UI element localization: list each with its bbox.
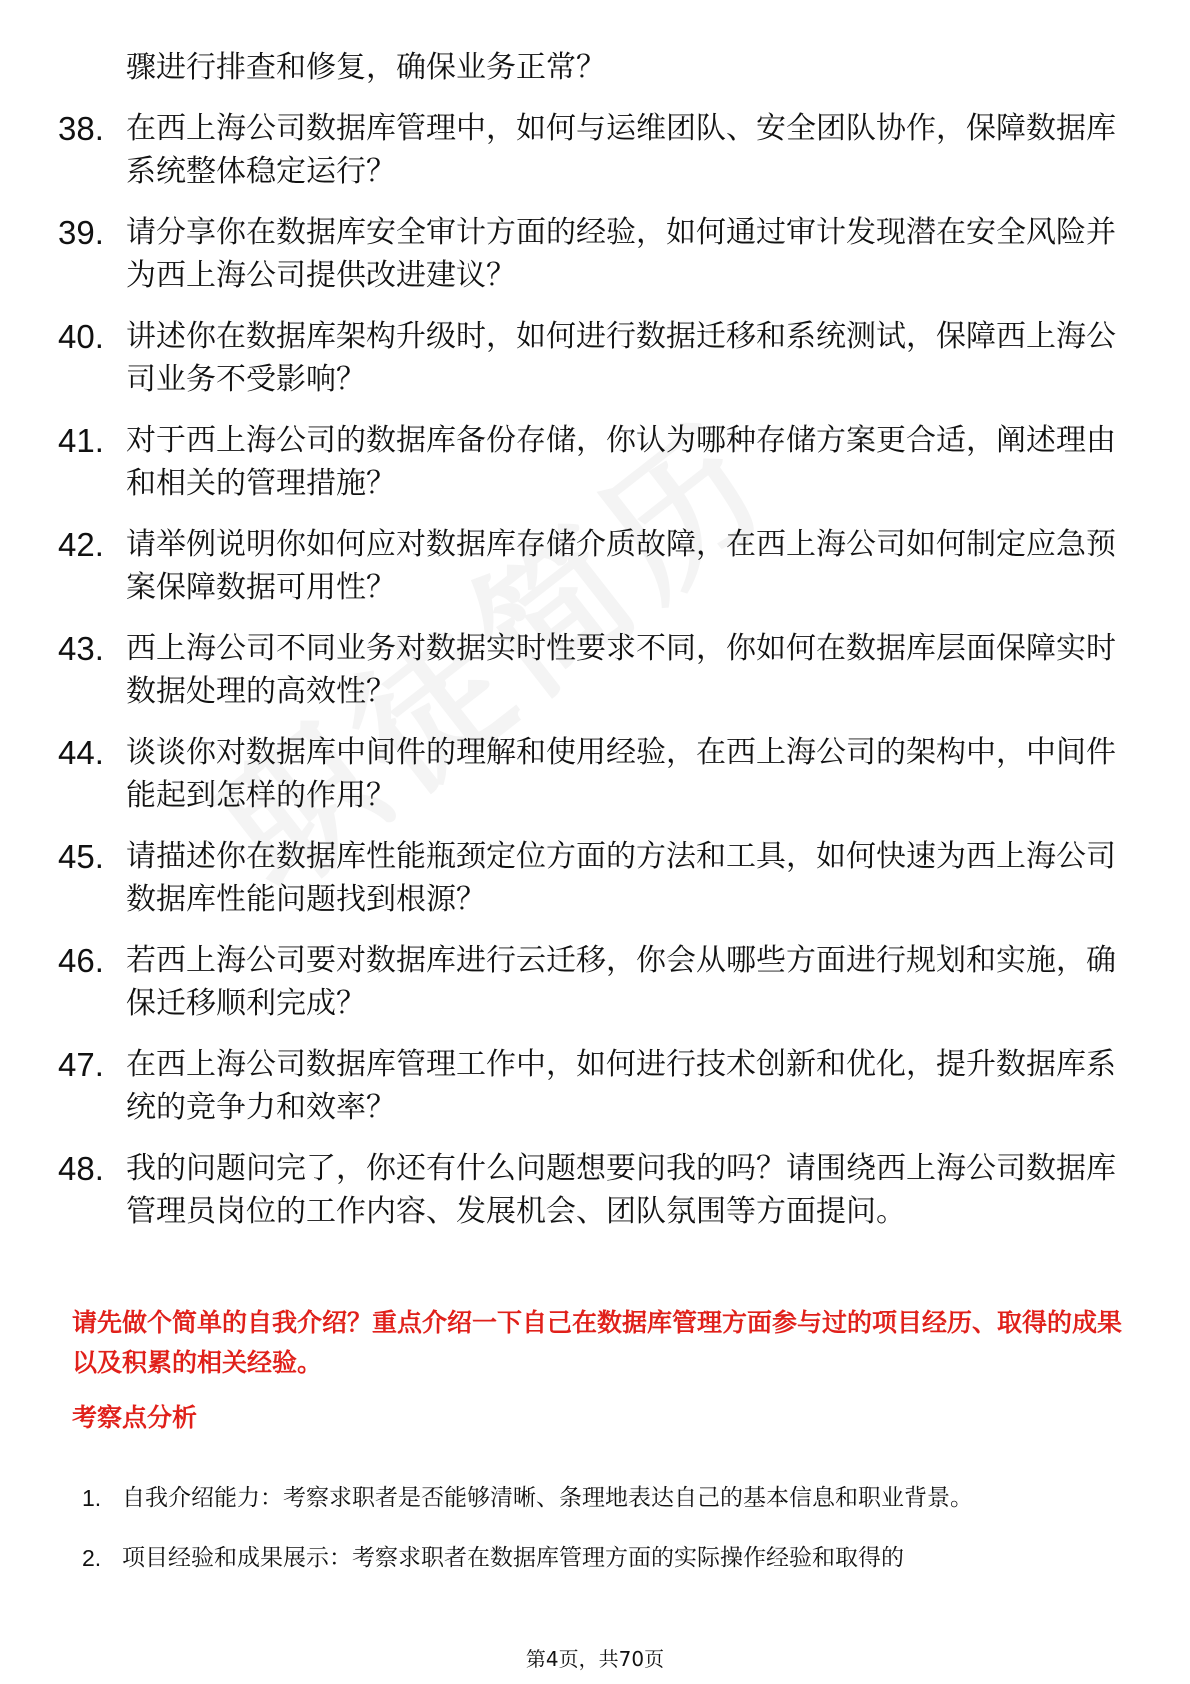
analysis-number: 2. [82,1545,102,1571]
question-number: 40. [58,318,104,355]
question-item [58,211,1138,297]
question-list [58,46,1138,1251]
question-text: 我的问题问完了，你还有什么问题想要问我的吗？请围绕西上海公司数据库管理员岗位的工作内容、发展机会、团队氛围等方面提问。 [126,1151,1116,1229]
question-number: 38. [58,110,104,147]
question-item [58,315,1138,401]
question-number: 41. [58,422,104,459]
question-item [58,523,1138,609]
highlighted-question: 请先做个简单的自我介绍？重点介绍一下自己在数据库管理方面参与过的项目经历、取得的成果以及积累的相关经验。 [72,1308,1123,1377]
question-text: 骤进行排查和修复，确保业务正常？ [126,50,606,85]
question-item [58,419,1138,505]
question-text: 请举例说明你如何应对数据库存储介质故障，在西上海公司如何制定应急预案保障数据可用性？ [126,527,1116,605]
question-item [58,731,1138,817]
question-text: 若西上海公司要对数据库进行云迁移，你会从哪些方面进行规划和实施，确保迁移顺利完成？ [126,943,1116,1021]
question-text: 请描述你在数据库性能瓶颈定位方面的方法和工具，如何快速为西上海公司数据库性能问题找到根源？ [126,839,1116,917]
question-item [58,46,1138,89]
question-number: 42. [58,526,104,563]
question-number: 44. [58,734,104,771]
section-title: 考察点分析 [72,1403,198,1432]
question-text: 请分享你在数据库安全审计方面的经验，如何通过审计发现潜在安全风险并为西上海公司提供改进建议？ [126,215,1116,293]
analysis-text: 自我介绍能力：考察求职者是否能够清晰、条理地表达自己的基本信息和职业背景。 [122,1485,973,1511]
question-number: 46. [58,942,104,979]
analysis-item [82,1468,1132,1528]
question-text: 对于西上海公司的数据库备份存储，你认为哪种存储方案更合适，阐述理由和相关的管理措施？ [126,423,1116,501]
question-item [58,107,1138,193]
question-text: 在西上海公司数据库管理工作中，如何进行技术创新和优化，提升数据库系统的竞争力和效率？ [126,1047,1116,1125]
question-number: 48. [58,1150,104,1187]
question-item [58,627,1138,713]
question-number: 47. [58,1046,104,1083]
page-footer: 第4页，共70页 [525,1647,665,1671]
question-number: 39. [58,214,104,251]
question-text: 讲述你在数据库架构升级时，如何进行数据迁移和系统测试，保障西上海公司业务不受影响？ [126,319,1116,397]
question-number: 45. [58,838,104,875]
question-item [58,939,1138,1025]
analysis-list [82,1468,1132,1588]
question-text: 在西上海公司数据库管理中，如何与运维团队、安全团队协作，保障数据库系统整体稳定运行？ [126,111,1116,189]
analysis-text: 项目经验和成果展示：考察求职者在数据库管理方面的实际操作经验和取得的 [122,1545,904,1571]
question-text: 西上海公司不同业务对数据实时性要求不同，你如何在数据库层面保障实时数据处理的高效性？ [126,631,1116,709]
question-item [58,835,1138,921]
question-text: 谈谈你对数据库中间件的理解和使用经验，在西上海公司的架构中，中间件能起到怎样的作用？ [126,735,1116,813]
question-item [58,1043,1138,1129]
question-number: 43. [58,630,104,667]
analysis-item [82,1528,1132,1588]
question-item [58,1147,1138,1233]
analysis-number: 1. [82,1485,102,1511]
